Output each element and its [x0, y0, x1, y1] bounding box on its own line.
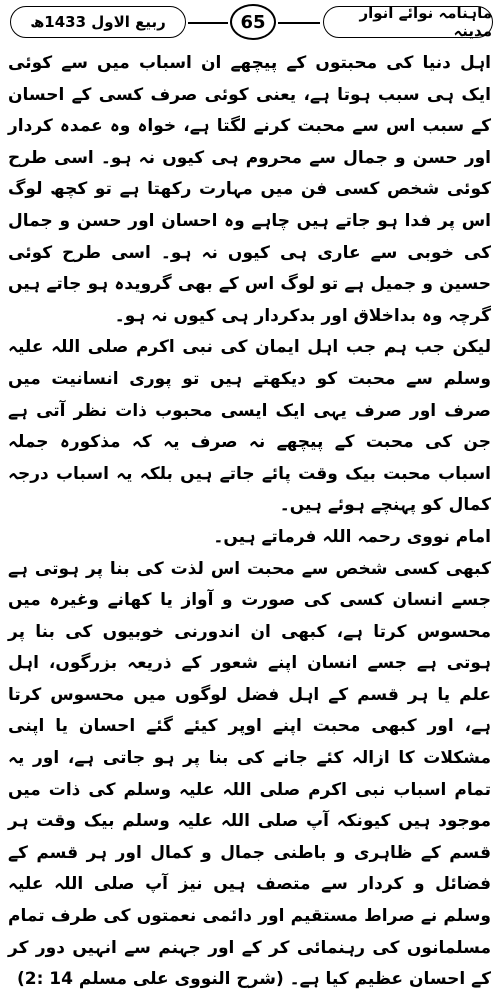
- article-body: [8, 48, 491, 996]
- page-number: 65: [240, 11, 266, 33]
- magazine-title: ماہنامہ نوائے انوار مدینہ: [359, 4, 492, 40]
- paragraph-2: لیکن جب ہم جب اہل ایمان کی نبی اکرم صلی اللہ علیہ وسلم سے محبت کو دیکھتے ہیں تو پوری انسانیت میں صرف اور صرف یہی ایک ایسی محبوب ذات نظر آتی ہے جن کی محبت کے پیچھے نہ صرف یہ کہ مذکورہ جملہ اسباب محبت بیک وقت پائے جاتے ہیں بلکہ یہ اسباب درجہ کمال کو پہنچے ہوئے ہیں۔: [8, 337, 491, 516]
- paragraph-3-quote-intro: امام نووی رحمہ اللہ فرماتے ہیں۔: [213, 526, 491, 547]
- page-header: [4, 4, 495, 44]
- paragraph-4-quote: کبھی کسی شخص سے محبت اس لذت کی بنا پر ہوتی ہے جسے انسان کسی کی صورت و آواز یا کھانے وغیرہ میں محسوس کرتا ہے، کبھی ان اندورنی خوبیوں کی بنا پر ہوتی ہے جسے انسان اپنے شعور کے ذریعہ بزرگوں، اہل علم یا ہر قسم کے اہل فضل لوگوں میں محسوس کرتا ہے، اور کبھی محبت اپنے اوپر کیئے گئے احسان یا اپنی مشکلات کا ازالہ کئے جانے کی بنا پر ہو جاتی ہے، اور یہ تمام اسباب نبی اکرم صلی اللہ علیہ وسلم کی ذات میں موجود ہیں کیونکہ آپ صلی اللہ علیہ وسلم بیک وقت ہر قسم کے ظاہری و باطنی جمال و کمال اور ہر قسم کے فضائل و کردار سے متصف ہیں نیز آپ صلی اللہ علیہ وسلم نے صراط مستقیم اور دائمی نعمتوں کی طرف تمام مسلمانوں کی رہنمائی کر کے اور جہنم سے انہیں دور کر کے احسان عظیم کیا ہے۔ (شرح النووی علی مسلم 14 :2): [8, 558, 491, 990]
- issue-date: ربیع الاول 1433ھ: [30, 13, 166, 31]
- issue-date-box: [10, 6, 186, 38]
- paragraph-1: اہل دنیا کی محبتوں کے پیچھے ان اسباب میں سے کوئی ایک ہی سبب ہوتا ہے، یعنی کوئی صرف کسی کے احسان کے سبب اس سے محبت کرنے لگتا ہے، خواہ وہ عمدہ کردار اور حسن و جمال سے محروم ہی کیوں نہ ہو۔ اسی طرح کوئی شخص کسی فن میں مہارت رکھتا ہے تو کچھ لوگ اس پر فدا ہو جاتے ہیں چاہے وہ احسان اور حسن و جمال کی خوبی سے عاری ہی کیوں نہ ہو۔ اسی طرح کوئی حسین و جمیل ہے تو لوگ اس کے بھی گرویدہ ہو جاتے ہیں گرچہ وہ بداخلاق اور بدکردار ہی کیوں نہ ہو۔: [8, 53, 491, 326]
- page-number-badge: [230, 4, 276, 40]
- magazine-title-box: [323, 6, 493, 38]
- header-divider-right: [278, 22, 320, 24]
- header-divider-left: [188, 22, 228, 24]
